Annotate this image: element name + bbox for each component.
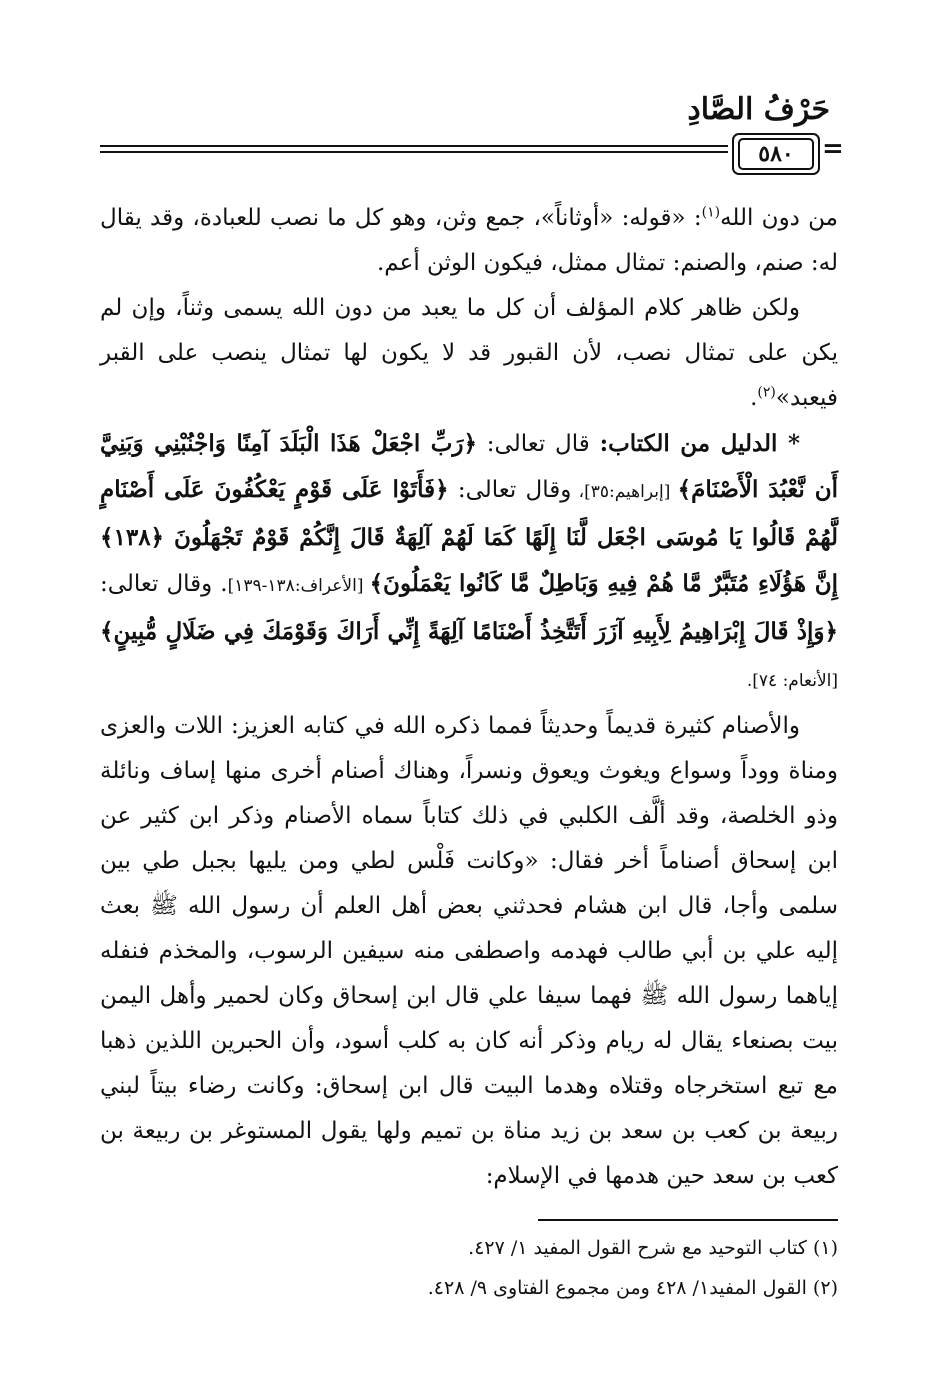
paragraph-3 [100,421,838,704]
paragraph-2 [100,286,838,421]
citation-1: [إبراهيم:٣٥]، [571,482,678,502]
page-mark: = [822,134,844,164]
main-text [100,196,838,1199]
footnote-separator [538,1219,838,1221]
chapter-title: حَرْفُ الصَّادِ [687,92,830,127]
paragraph-1 [100,196,838,286]
footnote-2: (٢) القول المفيد١/ ٤٢٨ ومن مجموع الفتاوى ٩/ ٤٢٨. [427,1277,838,1299]
header-rule-left-bottom [100,151,728,153]
evidence-heading: * الدليل من الكتاب: [599,430,800,457]
p3-text-c: . وقال تعالى: [100,571,228,597]
p3-text-a: قال تعالى: [477,431,600,457]
page-number-box [732,133,820,175]
p2-end: . [750,385,758,411]
page-number: ٥٨٠ [738,138,814,170]
quran-verse-3: ﴿وَإِذْ قَالَ إِبْرَاهِيمُ لِأَبِيهِ آزَرَ أَتَتَّخِذُ أَصْنَامًا آلِهَةً إِنِّي أَرَاكَ وَقَوْمَكَ فِي ضَلَالٍ مُّبِينٍ﴾ [100,618,838,645]
footnote-1: (١) كتاب التوحيد مع شرح القول المفيد ١/ ٤٢٧. [468,1237,838,1259]
header-rule-left-top [100,145,728,147]
p1-text-b: : «قوله: «أوثاناً»، جمع وثن، وهو كل ما نصب للعبادة، وقد يقال له: صنم، والصنم: تمثال ممثل، فيكون الوثن أعم. [100,205,838,276]
footnote-ref-1: (١) [701,204,721,221]
quran-verse-1: ﴿رَبِّ اجْعَلْ هَذَا الْبَلَدَ آمِنًا وَاجْنُبْنِي وَبَنِيَّ أَن نَّعْبُدَ الْأَصْنَامَ﴾ [100,430,839,503]
paragraph-4: والأصنام كثيرة قديماً وحديثاً فمما ذكره الله في كتابه العزيز: اللات والعزى ومناة ووداً وسواع ويغوث ويعوق ونسراً، وهناك أصنام أخرى منها إساف ونائلة وذو الخلصة، وقد ألَّف الكلبي في ذلك كتاباً سماه الأصنام وذكر ابن كثير عن ابن إسحاق أصناماً أخر فقال: «وكانت فَلْس لطي ومن يليها بجبل طي بين سلمى وأجا، قال ابن هشام فحدثني بعض أهل العلم أن رسول الله ﷺ بعث إليه علي بن أبي طالب فهدمه واصطفى منه سيفين الرسوب، والمخذم فنفله إياهما رسول الله ﷺ فهما سيفا علي قال ابن إسحاق وكان لحمير وأهل اليمن بيت بصنعاء يقال له ريام وذكر أنه كان به كلب أسود، وأن الحبرين اللذين ذهبا مع تبع استخرجاه وقتلاه وهدما البيت قال ابن إسحاق: وكانت رضاء بيتاً لبني ربيعة بن كعب بن سعد بن زيد مناة بن تميم ولها يقول المستوغر بن ربيعة بن كعب بن سعد حين هدمها في الإسلام: [100,713,838,1189]
citation-2: [الأعراف:١٣٨-١٣٩] [227,576,370,596]
page-header [0,0,942,200]
p1-text: من دون الله [720,205,838,231]
footnotes [100,1228,838,1308]
quran-verse-2: ﴿فَأَتَوْا عَلَى قَوْمٍ يَعْكُفُونَ عَلَى أَصْنَامٍ لَّهُمْ قَالُوا يَا مُوسَى اجْعَل لَّنَا إِلَهًا كَمَا لَهُمْ آلِهَةٌ قَالَ إِنَّكُمْ قَوْمٌ تَجْهَلُونَ ﴿١٣٨﴾ إِنَّ هَؤُلَاءِ مُتَبَّرٌ مَّا هُمْ فِيهِ وَبَاطِلٌ مَّا كَانُوا يَعْمَلُونَ﴾ [100,476,838,597]
footnote-ref-2: (٢) [757,384,776,401]
p3-text-b: وقال تعالى: [448,477,572,503]
citation-3: [الأنعام: ٧٤]. [746,671,838,691]
p2-text: ولكن ظاهر كلام المؤلف أن كل ما يعبد من دون الله يسمى وثناً، وإن لم يكن على تمثال نصب، لأن القبور قد لا يكون لها تمثال ينصب على القبر فيعبد» [100,295,838,411]
